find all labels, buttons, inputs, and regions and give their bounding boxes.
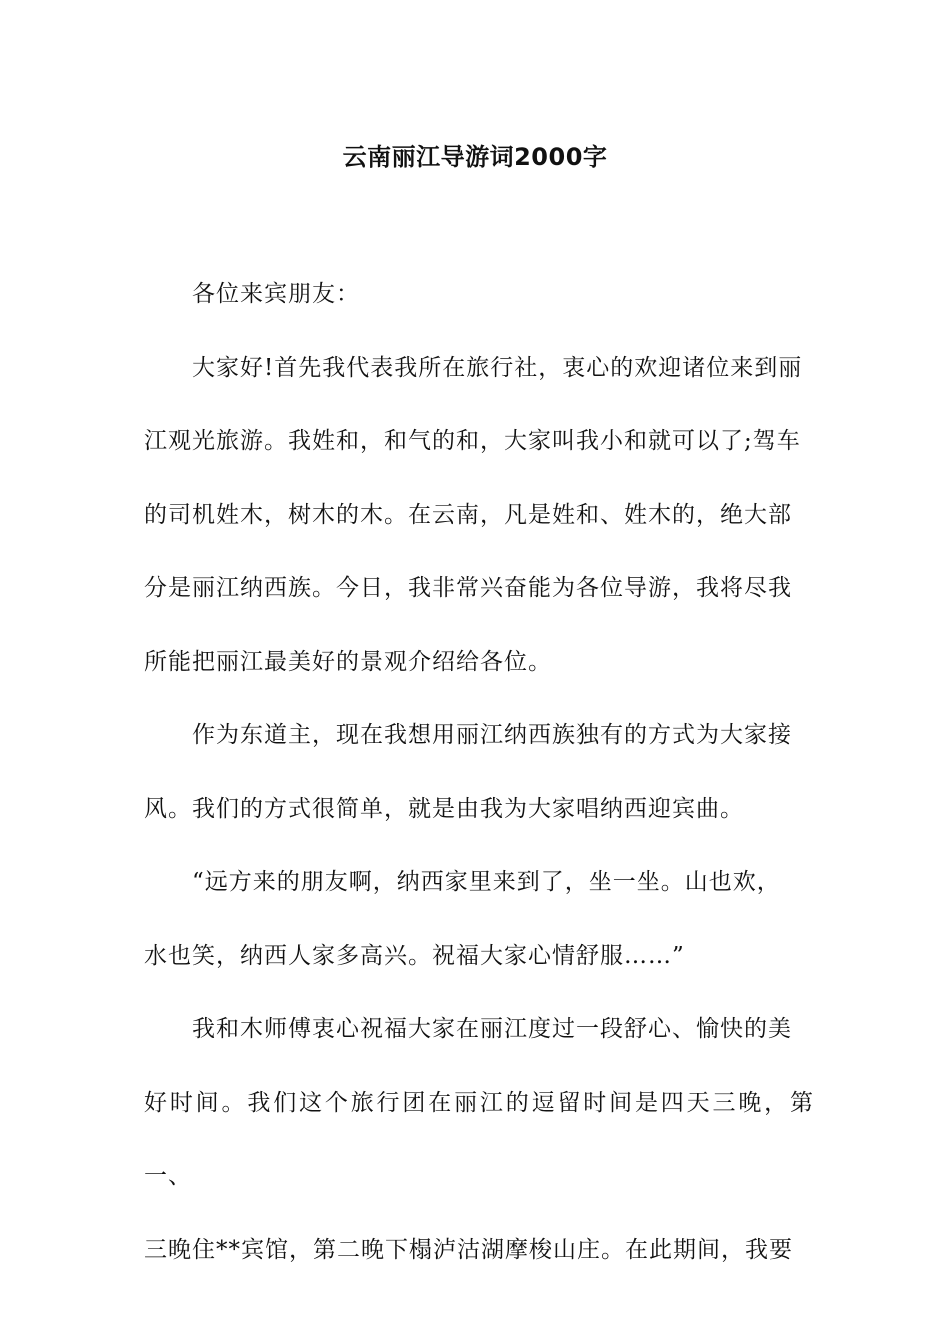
text-line: 大家好!首先我代表我所在旅行社，衷心的欢迎诸位来到丽 (192, 354, 803, 381)
paragraph-itinerary (144, 993, 814, 1287)
text-line: 的司机姓木，树木的木。在云南，凡是姓和、姓木的，绝大部 (144, 501, 792, 528)
text-line: 水也笑，纳西人家多高兴。祝福大家心情舒服……” (144, 942, 685, 969)
text-line: 我和木师傅衷心祝福大家在丽江度过一段舒心、愉快的美 (192, 1016, 792, 1042)
document-body (144, 258, 814, 1287)
text-line: 好时间。我们这个旅行团在丽江的逗留时间是四天三晚，第一、 (144, 1089, 814, 1189)
document-title: 云南丽江导游词2000字 (342, 143, 608, 171)
text-line: 各位来宾朋友： (192, 281, 360, 307)
paragraph-welcome (144, 332, 814, 700)
text-line: “远方来的朋友啊，纳西家里来到了，坐一坐。山也欢， (192, 869, 781, 895)
text-line: 所能把丽江最美好的景观介绍给各位。 (144, 648, 552, 675)
paragraph-song (144, 846, 814, 993)
text-line: 作为东道主，现在我想用丽江纳西族独有的方式为大家接 (192, 722, 792, 748)
text-line: 江观光旅游。我姓和，和气的和，大家叫我小和就可以了;驾车 (144, 428, 801, 454)
text-line: 分是丽江纳西族。今日，我非常兴奋能为各位导游，我将尽我 (144, 575, 792, 601)
text-line: 风。我们的方式很简单，就是由我为大家唱纳西迎宾曲。 (144, 795, 744, 822)
text-line: 三晚住**宾馆，第二晚下榻泸沽湖摩梭山庄。在此期间，我要 (144, 1236, 793, 1263)
paragraph-greeting (144, 258, 814, 332)
paragraph-host (144, 699, 814, 846)
